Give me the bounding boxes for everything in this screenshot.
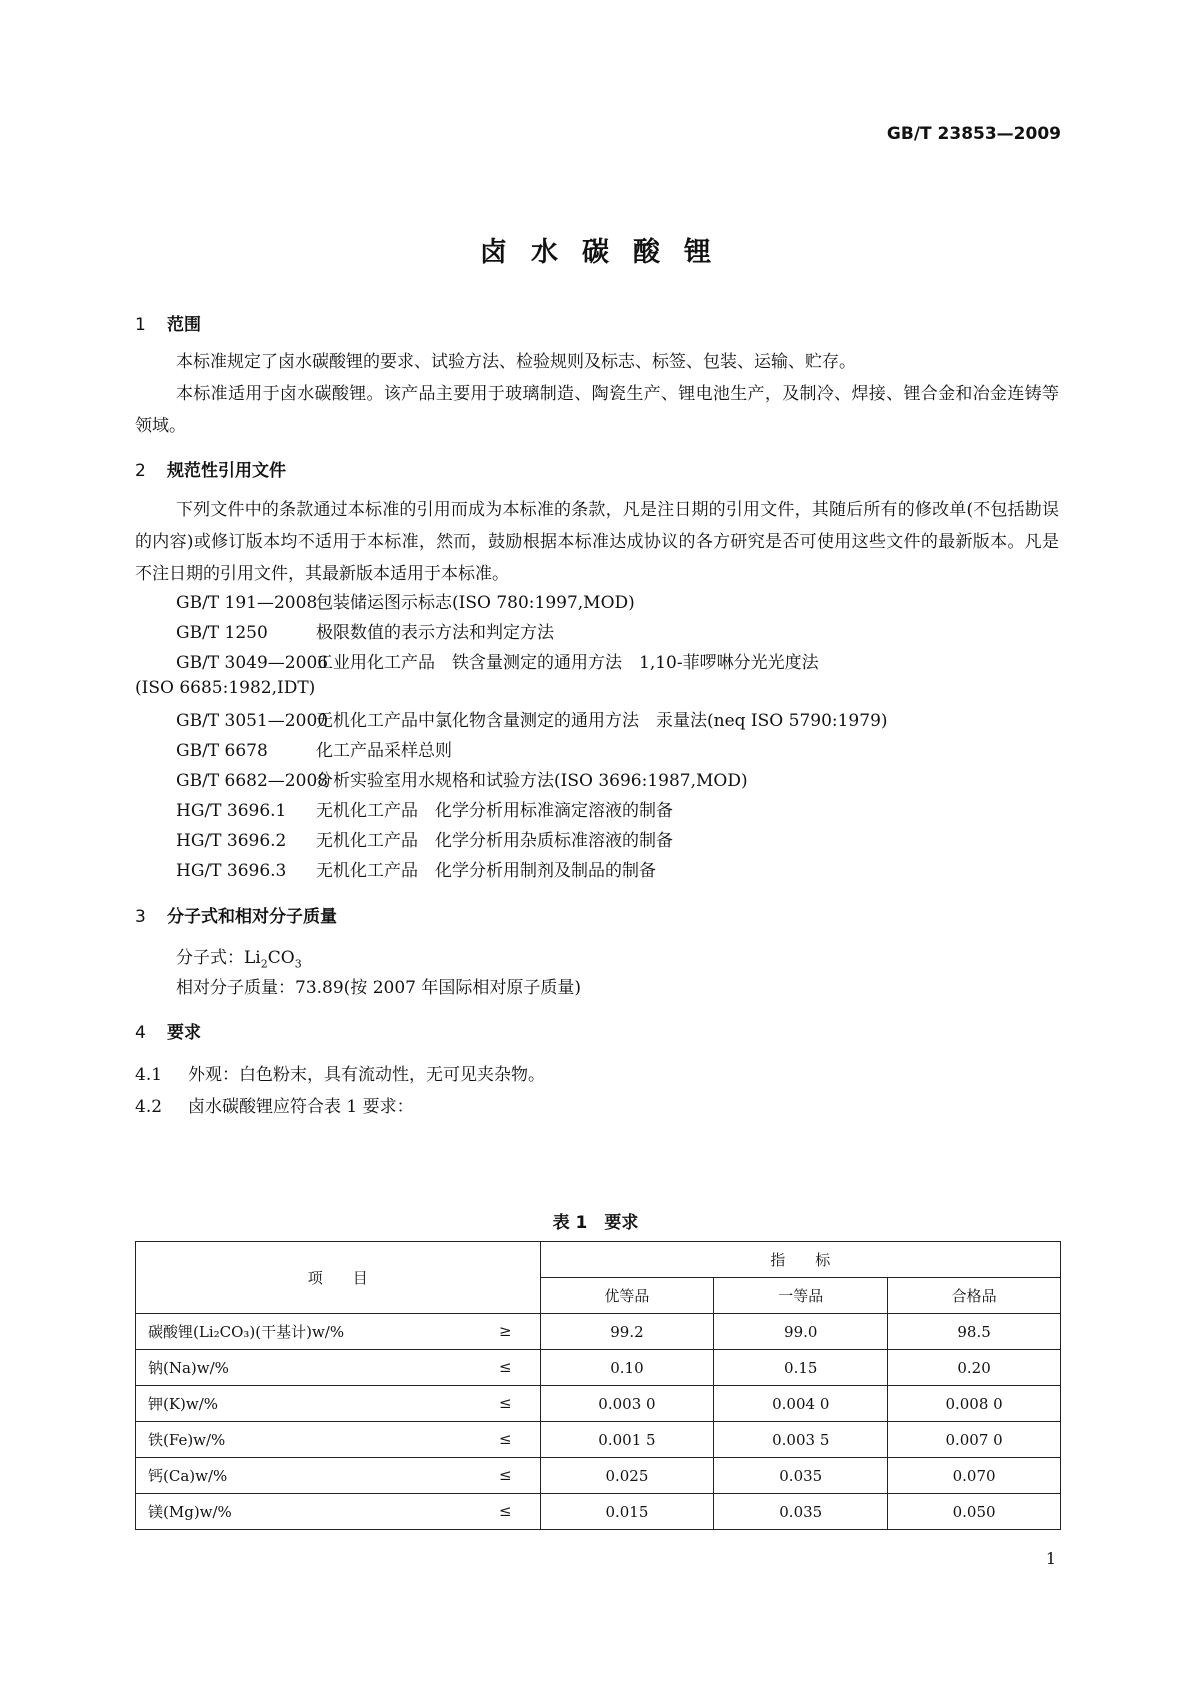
reference-title: (ISO 6685:1982,IDT)	[135, 678, 316, 698]
table-cell: 0.007 0	[888, 1422, 1061, 1458]
molecular-formula	[176, 943, 302, 970]
table-row	[136, 1458, 1061, 1494]
item-label: 钠(Na)w/%	[148, 1359, 229, 1377]
reference-title: 分析实验室用水规格和试验方法(ISO 3696:1987,MOD)	[316, 771, 748, 791]
table-cell: 98.5	[888, 1314, 1061, 1350]
formula-part: Li	[244, 948, 261, 968]
section-1-heading	[135, 310, 201, 335]
table-row-item	[136, 1314, 541, 1350]
reference-item	[176, 736, 452, 761]
clause-4-2	[135, 1092, 414, 1117]
reference-code: GB/T 3051—2000	[176, 711, 329, 731]
section-number: 1	[135, 315, 146, 335]
table-row	[136, 1314, 1061, 1350]
table-row	[136, 1350, 1061, 1386]
reference-code: GB/T 191—2008	[176, 593, 318, 613]
formula-label: 分子式：	[176, 948, 244, 968]
comparison-symbol: ≥	[498, 1322, 512, 1340]
table-row-item	[136, 1350, 541, 1386]
reference-code: GB/T 1250	[176, 623, 268, 643]
molecular-mass: 相对分子质量：73.89(按 2007 年国际相对原子质量)	[176, 978, 582, 998]
table-row	[136, 1422, 1061, 1458]
formula-subscript: 2	[260, 957, 268, 971]
section-title: 分子式和相对分子质量	[167, 907, 337, 927]
comparison-symbol: ≤	[498, 1430, 512, 1448]
section-title: 规范性引用文件	[167, 461, 286, 481]
reference-code: HG/T 3696.1	[176, 801, 287, 821]
table-cell: 0.003 5	[714, 1422, 888, 1458]
table-cell: 99.2	[540, 1314, 714, 1350]
reference-code: GB/T 6678	[176, 741, 268, 761]
table-cell: 0.015	[540, 1494, 714, 1530]
table-cell: 99.0	[714, 1314, 888, 1350]
clause-number: 4.2	[135, 1097, 163, 1117]
comparison-symbol: ≤	[498, 1466, 512, 1484]
table-header-grade: 合格品	[888, 1278, 1061, 1314]
table-row-item	[136, 1494, 541, 1530]
reference-item	[176, 648, 819, 673]
table-cell: 0.035	[714, 1458, 888, 1494]
table-cell: 0.025	[540, 1458, 714, 1494]
reference-code: HG/T 3696.2	[176, 831, 287, 851]
formula-subscript: 3	[294, 957, 302, 971]
table-cell: 0.004 0	[714, 1386, 888, 1422]
comparison-symbol: ≤	[498, 1394, 512, 1412]
table-row-item	[136, 1458, 541, 1494]
item-label: 铁(Fe)w/%	[148, 1431, 226, 1449]
reference-item	[176, 766, 748, 791]
table-cell: 0.001 5	[540, 1422, 714, 1458]
reference-code: GB/T 3049—2006	[176, 653, 329, 673]
section-1-paragraph-2: 本标准适用于卤水碳酸锂。该产品主要用于玻璃制造、陶瓷生产、锂电池生产，及制冷、焊接、锂合金和冶金连铸等领域。	[135, 384, 1059, 436]
reference-title: 无机化工产品 化学分析用杂质标准溶液的制备	[316, 831, 673, 851]
table-cell: 0.10	[540, 1350, 714, 1386]
reference-item	[176, 856, 656, 881]
reference-item	[176, 618, 554, 643]
table-header-grade: 优等品	[540, 1278, 714, 1314]
reference-item	[176, 796, 673, 821]
item-label: 碳酸锂(Li₂CO₃)(干基计)w/%	[148, 1323, 345, 1341]
section-title: 要求	[167, 1023, 201, 1043]
table-header-grade: 一等品	[714, 1278, 888, 1314]
table-cell: 0.070	[888, 1458, 1061, 1494]
table-row	[136, 1386, 1061, 1422]
reference-title: 无机化工产品 化学分析用标准滴定溶液的制备	[316, 801, 673, 821]
reference-item-continued	[135, 678, 315, 698]
section-2-intro: 下列文件中的条款通过本标准的引用而成为本标准的条款，凡是注日期的引用文件，其随后所有的修改单(不包括勘误的内容)或修订版本均不适用于本标准，然而，鼓励根据本标准达成协议的各方研究是否可使用这些文件的最新版本。凡是不注日期的引用文件，其最新版本适用于本标准。	[135, 500, 1059, 584]
item-label: 钾(K)w/%	[148, 1395, 219, 1413]
reference-title: 化工产品采样总则	[316, 741, 452, 761]
comparison-symbol: ≤	[498, 1358, 512, 1376]
table-cell: 0.20	[888, 1350, 1061, 1386]
table-cell: 0.003 0	[540, 1386, 714, 1422]
reference-item	[176, 826, 673, 851]
page-title: 卤水碳酸锂	[480, 237, 735, 268]
section-number: 4	[135, 1023, 146, 1043]
comparison-symbol: ≤	[498, 1502, 512, 1520]
section-2-heading	[135, 456, 286, 481]
table-header-item: 项 目	[136, 1242, 541, 1314]
formula-part: CO	[267, 948, 295, 968]
section-title: 范围	[167, 315, 201, 335]
page-number: 1	[1045, 1549, 1056, 1568]
section-number: 2	[135, 461, 146, 481]
requirements-table	[135, 1241, 1061, 1530]
reference-title: 工业用化工产品 铁含量测定的通用方法 1,10-菲啰啉分光光度法	[316, 653, 819, 673]
clause-text: 卤水碳酸锂应符合表 1 要求：	[188, 1097, 414, 1117]
section-number: 3	[135, 907, 146, 927]
reference-title: 极限数值的表示方法和判定方法	[316, 623, 554, 643]
table-cell: 0.008 0	[888, 1386, 1061, 1422]
reference-item	[176, 706, 888, 731]
item-label: 镁(Mg)w/%	[148, 1503, 232, 1521]
section-3-heading	[135, 902, 337, 927]
reference-title: 包装储运图示标志(ISO 780:1997,MOD)	[316, 593, 635, 613]
section-4-heading	[135, 1018, 201, 1043]
table-cell: 0.035	[714, 1494, 888, 1530]
document-number: GB/T 23853—2009	[886, 124, 1061, 144]
clause-4-1	[135, 1060, 545, 1085]
table-row-item	[136, 1422, 541, 1458]
reference-code: HG/T 3696.3	[176, 861, 287, 881]
clause-text: 外观：白色粉末，具有流动性，无可见夹杂物。	[188, 1065, 545, 1085]
item-label: 钙(Ca)w/%	[148, 1467, 228, 1485]
table-header-index: 指 标	[540, 1242, 1060, 1278]
reference-item	[176, 588, 635, 613]
table-row-item	[136, 1386, 541, 1422]
table-caption: 表 1 要求	[552, 1213, 639, 1233]
table-cell: 0.050	[888, 1494, 1061, 1530]
table-cell: 0.15	[714, 1350, 888, 1386]
reference-title: 无机化工产品中氯化物含量测定的通用方法 汞量法(neq ISO 5790:1979)	[316, 711, 888, 731]
reference-title: 无机化工产品 化学分析用制剂及制品的制备	[316, 861, 656, 881]
table-row	[136, 1494, 1061, 1530]
section-1-paragraph-1: 本标准规定了卤水碳酸锂的要求、试验方法、检验规则及标志、标签、包装、运输、贮存。	[176, 352, 856, 372]
clause-number: 4.1	[135, 1065, 163, 1085]
reference-code: GB/T 6682—2008	[176, 771, 329, 791]
